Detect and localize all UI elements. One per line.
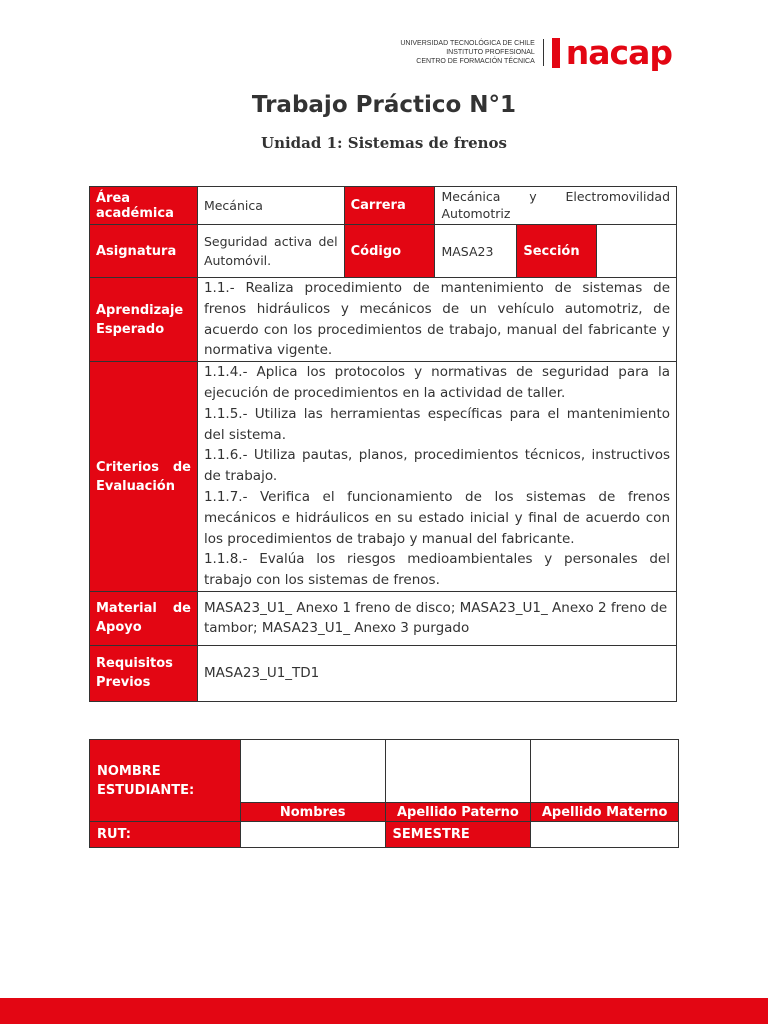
row-material (90, 591, 677, 645)
row-asignatura (90, 225, 677, 278)
carrera-label: Carrera (344, 187, 435, 225)
footer-bar (0, 998, 768, 1024)
institution-line-2: INSTITUTO PROFESIONAL (446, 49, 535, 56)
area-value: Mecánica (197, 187, 344, 225)
material-value: MASA23_U1_ Anexo 1 freno de disco; MASA23_U1_ Anexo 2 freno de tambor; MASA23_U1_ Anexo 3 purgado (197, 591, 676, 645)
inacap-logo (400, 33, 672, 72)
row-rut (90, 822, 679, 848)
area-label: Área académica (90, 187, 198, 225)
course-info-table (89, 186, 677, 702)
criterio-item: 1.1.8.- Evalúa los riesgos medioambientales y personales del trabajo con los sistemas de frenos. (203, 551, 670, 589)
criterio-item: 1.1.7.- Verifica el funcionamiento de los sistemas de frenos mecánicos e hidráulicos en su estado inicial y final de acuerdo con los procedimientos de trabajo y manual del fabricante. (203, 488, 670, 547)
criterios-label: Criterios de Evaluación (90, 362, 198, 592)
asignatura-label: Asignatura (90, 225, 198, 278)
asignatura-value: Seguridad activa del Automóvil. (197, 225, 344, 278)
requisitos-value: MASA23_U1_TD1 (197, 645, 676, 701)
institution-text (400, 39, 543, 66)
row-nombre-inputs (90, 740, 679, 803)
rut-label: RUT: (90, 822, 241, 848)
row-requisitos (90, 645, 677, 701)
seccion-value[interactable] (597, 225, 677, 278)
apellido-paterno-input[interactable] (385, 740, 531, 803)
nombre-estudiante-label: NOMBRE ESTUDIANTE: (90, 740, 241, 822)
criterios-list (197, 362, 676, 592)
requisitos-label: Requisitos Previos (90, 645, 198, 701)
institution-line-3: CENTRO DE FORMACIÓN TÉCNICA (416, 58, 535, 65)
row-aprendizaje (90, 278, 677, 362)
brand-bar-icon (552, 38, 560, 68)
semestre-input[interactable] (531, 822, 679, 848)
criterio-item: 1.1.4.- Aplica los protocolos y normativas de seguridad para la ejecución de procedimientos en la actividad de taller. (203, 364, 670, 401)
apellido-materno-header: Apellido Materno (531, 803, 679, 822)
carrera-value: Mecánica y Electromovilidad Automotriz (435, 187, 677, 225)
row-criterios (90, 362, 677, 592)
nombres-header: Nombres (240, 803, 385, 822)
material-label: Material de Apoyo (90, 591, 198, 645)
seccion-label: Sección (517, 225, 597, 278)
brand-word: nacap (565, 33, 672, 72)
criterio-item: 1.1.6.- Utiliza pautas, planos, procedimientos técnicos, instructivos de trabajo. (203, 447, 670, 485)
semestre-label: SEMESTRE (385, 822, 531, 848)
apellido-paterno-header: Apellido Paterno (385, 803, 531, 822)
page-title: Trabajo Práctico N°1 (251, 92, 517, 118)
criterio-item: 1.1.5.- Utiliza las herramientas específicas para el mantenimiento del sistema. (203, 405, 670, 443)
apellido-materno-input[interactable] (531, 740, 679, 803)
page-subtitle: Unidad 1: Sistemas de frenos (260, 134, 507, 152)
student-table (89, 739, 679, 848)
brand-mark (552, 33, 672, 72)
rut-input[interactable] (240, 822, 385, 848)
codigo-label: Código (344, 225, 435, 278)
nombres-input[interactable] (240, 740, 385, 803)
aprendizaje-value: 1.1.- Realiza procedimiento de mantenimiento de sistemas de frenos hidráulicos y mecánicos de un vehículo automotriz, de acuerdo con los procedimientos de trabajo, manual del fabricante y normativa vigente. (197, 278, 676, 362)
aprendizaje-label: Aprendizaje Esperado (90, 278, 198, 362)
codigo-value: MASA23 (435, 225, 517, 278)
row-area (90, 187, 677, 225)
institution-line-1: UNIVERSIDAD TECNOLÓGICA DE CHILE (400, 40, 535, 47)
